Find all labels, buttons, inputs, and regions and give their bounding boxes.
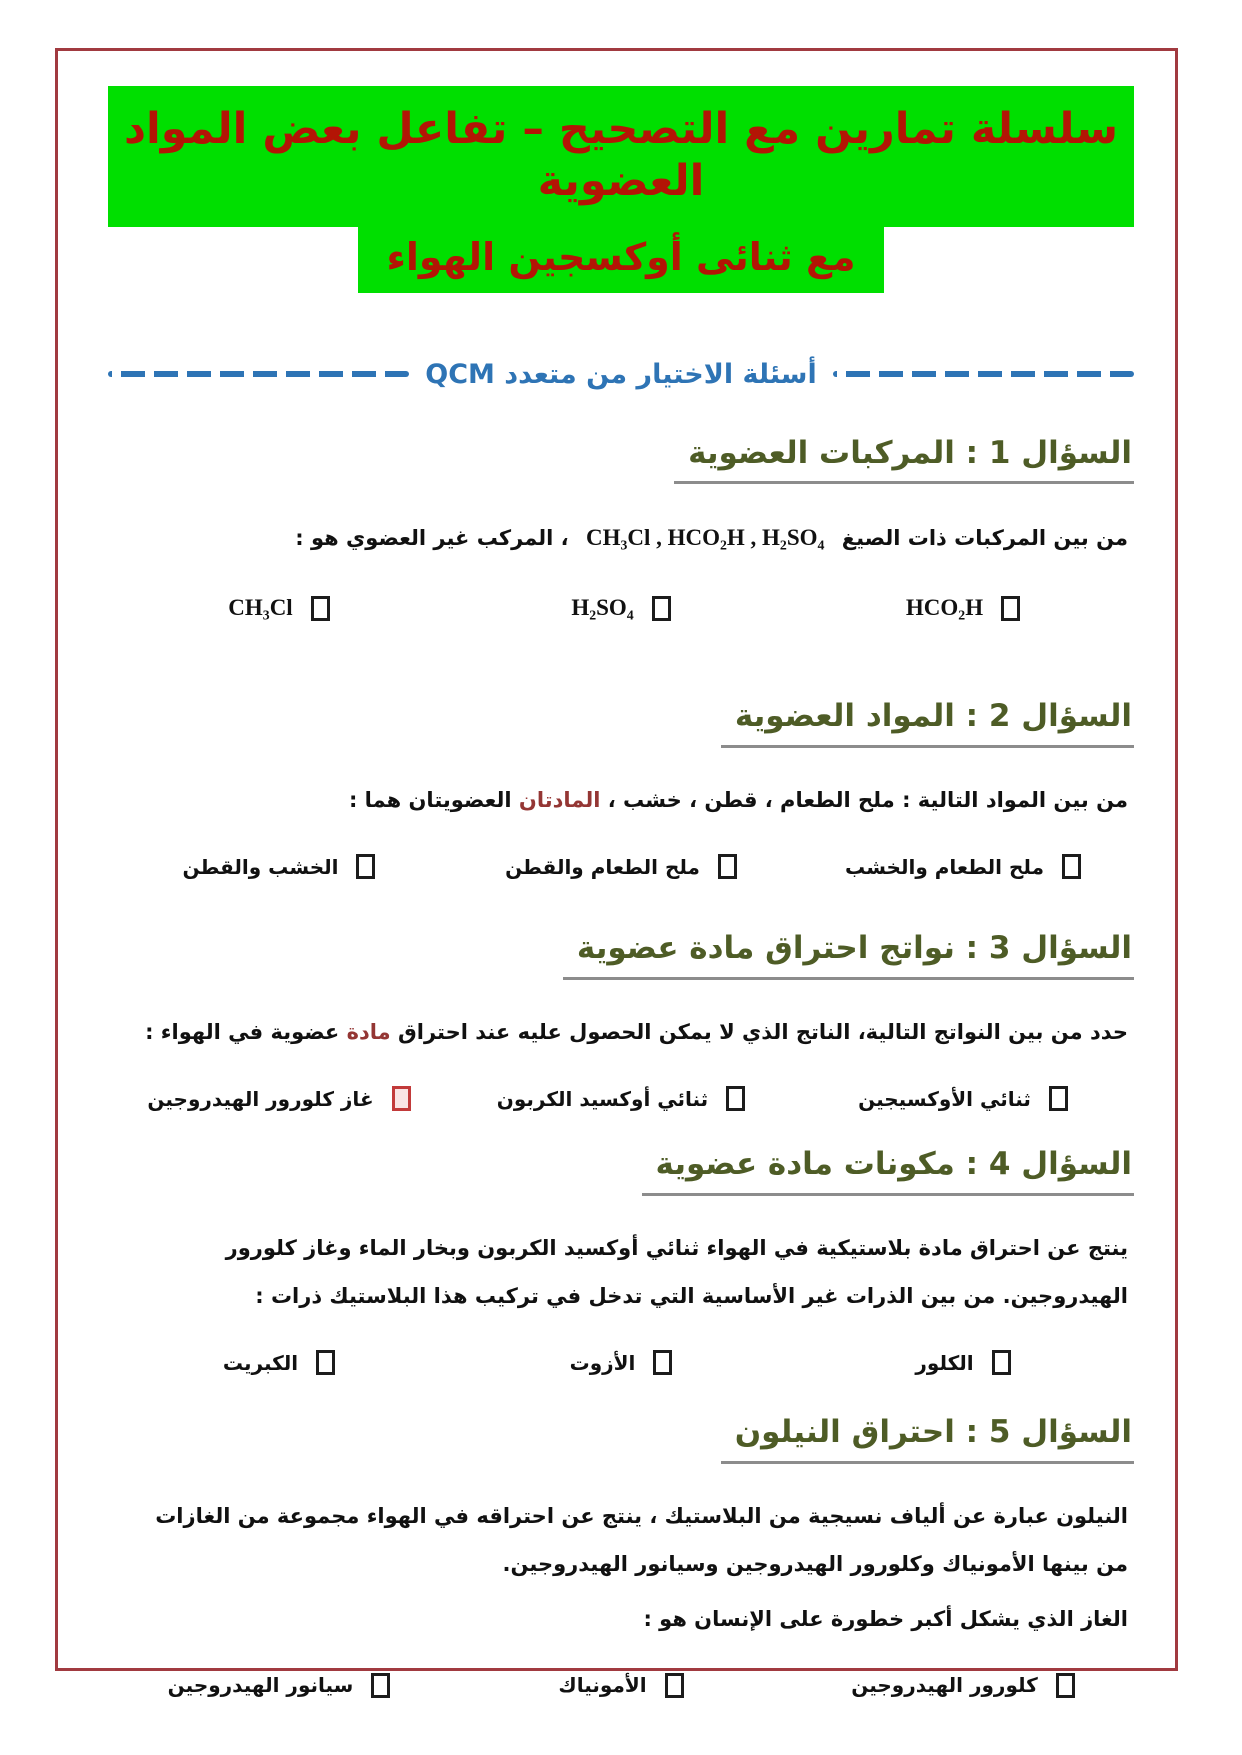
question-3-options xyxy=(108,1086,1134,1111)
question-4-text: ينتج عن احتراق مادة بلاستيكية في الهواء ثنائي أوكسيد الكربون وبخار الماء وغاز كلورور الهيدروجين. من بين الذرات غير الأساسية التي تدخل في تركيب هذا البلاستيك ذرات : xyxy=(225,1235,1128,1309)
title-line-2: مع ثنائى أوكسجين الهواء xyxy=(358,227,883,293)
option-label: CH₃Cl xyxy=(228,595,293,621)
question-2-text xyxy=(138,776,1128,824)
option-label: H₂SO₄ xyxy=(571,595,634,621)
option-label: الكبريت xyxy=(222,1350,299,1375)
checkbox[interactable] xyxy=(652,596,671,621)
question-2-text-post: العضويتان هما : xyxy=(348,787,512,812)
option xyxy=(223,1350,335,1375)
question-3-header: السؤال 3 : نواتج احتراق مادة عضوية xyxy=(563,931,1134,980)
option-label: ثنائي الأوكسيجين xyxy=(858,1086,1031,1111)
option-label: HCO₂H xyxy=(905,595,984,621)
question-1-text-post: ، المركب غير العضوي هو : xyxy=(295,526,569,551)
question-5-options xyxy=(108,1673,1134,1698)
checkbox[interactable] xyxy=(653,1350,672,1375)
dashed-divider-left xyxy=(108,371,409,377)
question-2-header: السؤال 2 : المواد العضوية xyxy=(721,699,1134,748)
option xyxy=(558,1673,683,1698)
question-1-text xyxy=(138,512,1128,565)
checkbox[interactable] xyxy=(1062,854,1081,879)
title-line-1: سلسلة تمارين مع التصحيح – تفاعل بعض المواد العضوية xyxy=(108,86,1134,227)
option-label: سيانور الهيدروجين xyxy=(167,1673,354,1698)
question-2-red-word: المادتان xyxy=(518,787,601,812)
checkbox[interactable] xyxy=(726,1086,745,1111)
checkbox[interactable] xyxy=(316,1350,335,1375)
option-label: ملح الطعام والخشب xyxy=(845,854,1044,879)
checkbox-answer-highlighted[interactable] xyxy=(392,1086,411,1111)
checkbox[interactable] xyxy=(1056,1673,1075,1698)
document-title xyxy=(108,86,1134,293)
question-2-text-pre: من بين المواد التالية : ملح الطعام ، قطن ، خشب ، xyxy=(607,787,1128,812)
option xyxy=(570,1350,673,1375)
option xyxy=(571,595,670,621)
question-3-text-pre: حدد من بين النواتج التالية، الناتج الذي لا يمكن الحصول عليه عند احتراق xyxy=(397,1019,1128,1044)
question-1-text-pre: من بين المركبات ذات الصيغ xyxy=(841,526,1128,551)
checkbox[interactable] xyxy=(311,596,330,621)
option-label: ملح الطعام والقطن xyxy=(505,854,700,879)
option xyxy=(183,854,376,879)
option xyxy=(497,1086,745,1111)
option xyxy=(505,854,737,879)
dashed-divider-right xyxy=(833,371,1134,377)
question-1-options xyxy=(108,595,1134,621)
question-5-text: النيلون عبارة عن ألياف نسيجية من البلاستيك ، ينتج عن احتراقه في الهواء مجموعة من الغازات من بينها الأمونياك وكلورور الهيدروجين وسيانور الهيدروجين. xyxy=(155,1504,1128,1577)
option xyxy=(168,1673,391,1698)
checkbox[interactable] xyxy=(1049,1086,1068,1111)
option-label: غاز كلورور الهيدروجين xyxy=(147,1086,374,1111)
question-2-options xyxy=(108,854,1134,879)
option xyxy=(858,1086,1068,1111)
question-4 xyxy=(108,1147,1134,1375)
question-3-text-post: عضوية في الهواء : xyxy=(145,1019,340,1044)
checkbox[interactable] xyxy=(665,1673,684,1698)
question-4-options xyxy=(108,1350,1134,1375)
question-5-subtext: الغاز الذي يشكل أكبر خطورة على الإنسان هو : xyxy=(643,1606,1128,1631)
question-1-formulas: CH₃Cl , HCO₂H , H₂SO₄ xyxy=(585,525,825,551)
question-1-header: السؤال 1 : المركبات العضوية xyxy=(674,436,1134,485)
question-1 xyxy=(108,436,1134,622)
question-3-text xyxy=(138,1008,1128,1056)
option-label: الخشب والقطن xyxy=(182,854,339,879)
checkbox[interactable] xyxy=(992,1350,1011,1375)
worksheet xyxy=(108,86,1134,1698)
option xyxy=(851,1673,1075,1698)
question-5 xyxy=(108,1415,1134,1698)
option xyxy=(915,1350,1010,1375)
option-label: ثنائي أوكسيد الكربون xyxy=(496,1086,709,1111)
checkbox[interactable] xyxy=(356,854,375,879)
question-4-header: السؤال 4 : مكونات مادة عضوية xyxy=(642,1147,1134,1196)
qcm-section-title: أسئلة الاختيار من متعدد QCM xyxy=(425,358,817,390)
question-5-header: السؤال 5 : احتراق النيلون xyxy=(721,1415,1134,1464)
question-3-red-word: مادة xyxy=(346,1019,391,1044)
question-3 xyxy=(108,931,1134,1111)
option xyxy=(228,595,329,621)
option-label: الأمونياك xyxy=(558,1673,647,1698)
option-label: كلورور الهيدروجين xyxy=(851,1673,1038,1698)
checkbox[interactable] xyxy=(718,854,737,879)
option-label: الكلور xyxy=(915,1350,974,1375)
option xyxy=(845,854,1081,879)
question-2 xyxy=(108,699,1134,879)
option xyxy=(147,1086,410,1111)
option-label: الأزوت xyxy=(569,1350,636,1375)
checkbox[interactable] xyxy=(1001,596,1020,621)
qcm-section-header xyxy=(108,359,1134,390)
checkbox[interactable] xyxy=(371,1673,390,1698)
option xyxy=(906,595,1020,621)
